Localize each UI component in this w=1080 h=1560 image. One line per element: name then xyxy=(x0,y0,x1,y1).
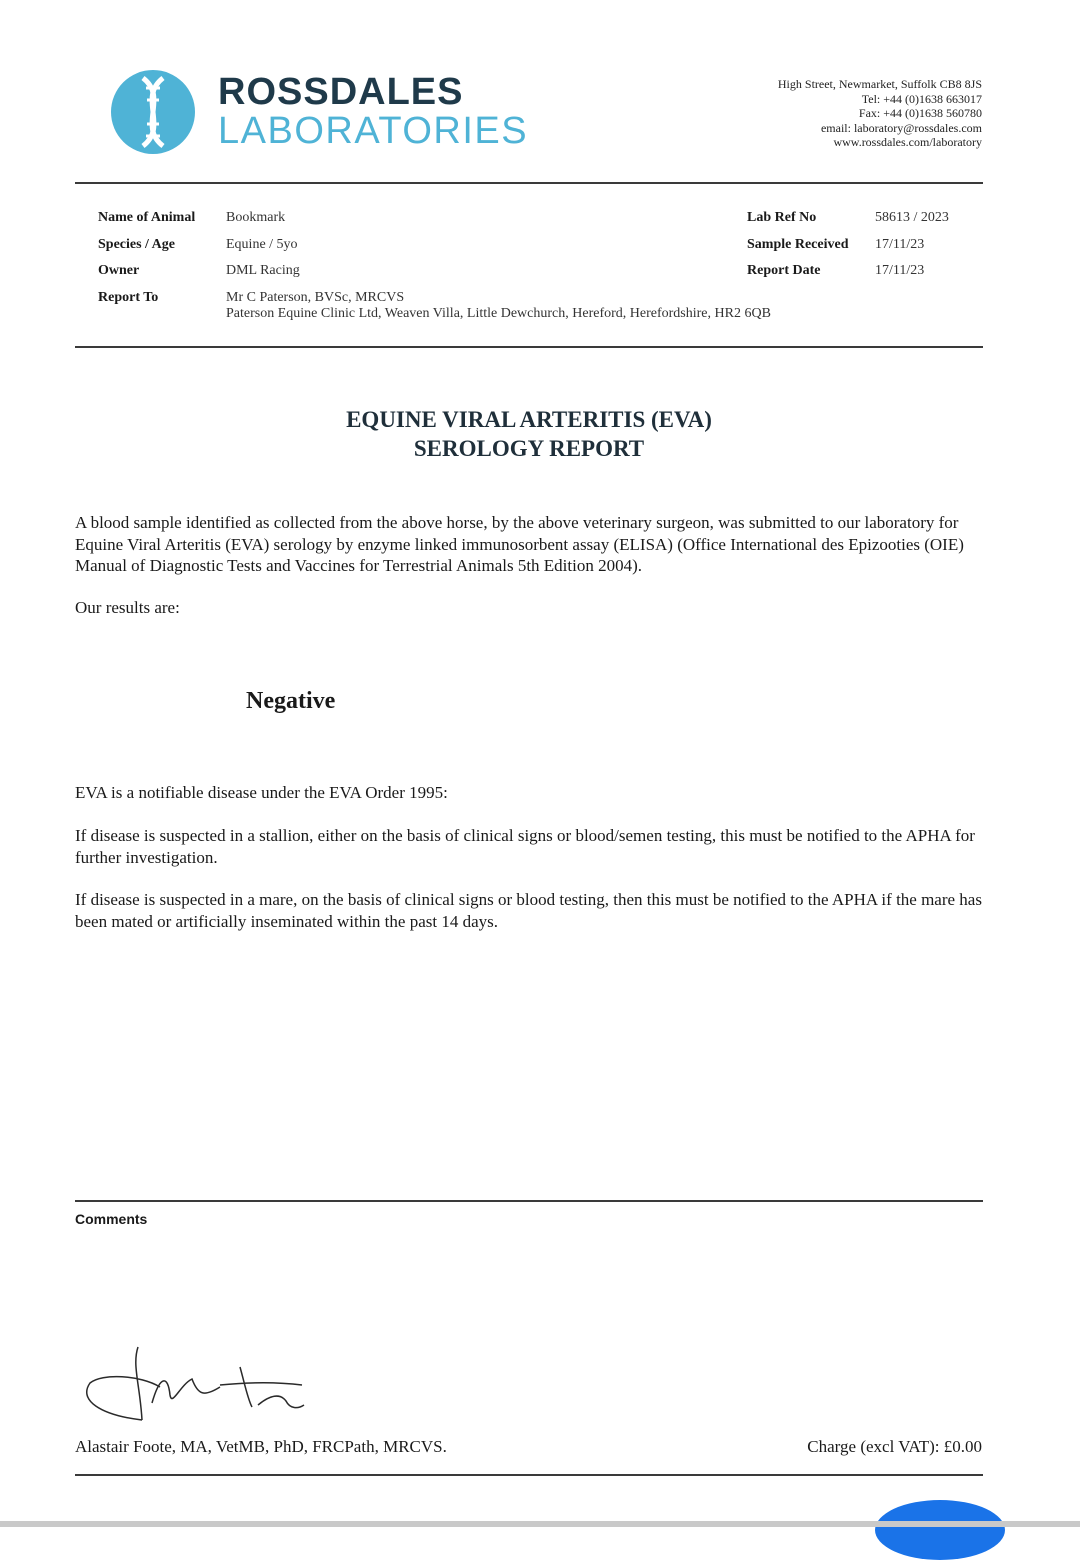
bottom-scrollbar xyxy=(0,1521,1080,1527)
stallion-guidance: If disease is suspected in a stallion, either on the basis of clinical signs or blood/semen testing, this must be notified to the APHA for further investigation. xyxy=(75,826,975,867)
report-title-line2: SEROLOGY REPORT xyxy=(413,436,645,461)
charge-amount: Charge (excl VAT): £0.00 xyxy=(807,1437,982,1456)
sample-received-value: 17/11/23 xyxy=(875,237,925,252)
owner-label: Owner xyxy=(98,263,140,278)
notifiable-statement: EVA is a notifiable disease under the EVA Order 1995: xyxy=(75,783,448,802)
lab-ref-value: 58613 / 2023 xyxy=(875,210,949,225)
mare-guidance: If disease is suspected in a mare, on the basis of clinical signs or blood testing, then this must be notified to the APHA if the mare has been mated or artificially inseminated within the past 14 days. xyxy=(75,890,982,931)
report-to-label: Report To xyxy=(98,290,159,305)
species-age-label: Species / Age xyxy=(98,237,175,252)
owner-value: DML Racing xyxy=(226,263,300,278)
results-intro: Our results are: xyxy=(75,598,180,617)
dna-logo-icon xyxy=(111,70,195,154)
lab-ref-label: Lab Ref No xyxy=(747,210,817,225)
result-value: Negative xyxy=(246,688,336,714)
website-line: www.rossdales.com/laboratory xyxy=(833,135,982,149)
report-to-address: Paterson Equine Clinic Ltd, Weaven Villa, Little Dewchurch, Hereford, Herefordshire, HR2 6QB xyxy=(226,306,771,321)
name-of-animal-value: Bookmark xyxy=(226,210,286,225)
brand-name-line1: ROSSDALES xyxy=(218,71,464,113)
fax-line: Fax: +44 (0)1638 560780 xyxy=(858,106,982,120)
footer-divider xyxy=(75,1474,983,1476)
species-age-value: Equine / 5yo xyxy=(226,237,298,252)
comments-divider xyxy=(75,1200,983,1202)
report-title-line1: EQUINE VIRAL ARTERITIS (EVA) xyxy=(346,407,712,432)
comments-label: Comments xyxy=(75,1211,148,1227)
lab-address xyxy=(778,77,982,150)
report-date-label: Report Date xyxy=(747,263,821,278)
info-divider xyxy=(75,346,983,348)
name-of-animal-label: Name of Animal xyxy=(98,210,196,225)
phone-line: Tel: +44 (0)1638 663017 xyxy=(861,91,982,106)
intro-paragraph: A blood sample identified as collected from the above horse, by the above veterinary surgeon, was submitted to our laboratory for Equine Viral Arteritis (EVA) serology by enzyme linked immunosorbent assay (ELISA) (Office International des Epizooties (OIE) Manual of Diagnostic Tests and Vaccines for Terrestrial Animals 5th Edition 2004). xyxy=(75,513,964,575)
brand-name-line2: LABORATORIES xyxy=(218,110,529,152)
report-to-name: Mr C Paterson, BVSc, MRCVS xyxy=(226,290,405,305)
signer-name: Alastair Foote, MA, VetMB, PhD, FRCPath, MRCVS. xyxy=(75,1437,447,1456)
header-divider xyxy=(75,182,983,184)
floating-action-button[interactable] xyxy=(875,1500,1005,1560)
email-line: email: laboratory@rossdales.com xyxy=(820,120,982,135)
report-date-value: 17/11/23 xyxy=(875,263,925,278)
address-line: High Street, Newmarket, Suffolk CB8 8JS xyxy=(777,77,982,91)
signature-image xyxy=(80,1345,310,1425)
sample-received-label: Sample Received xyxy=(747,237,849,252)
